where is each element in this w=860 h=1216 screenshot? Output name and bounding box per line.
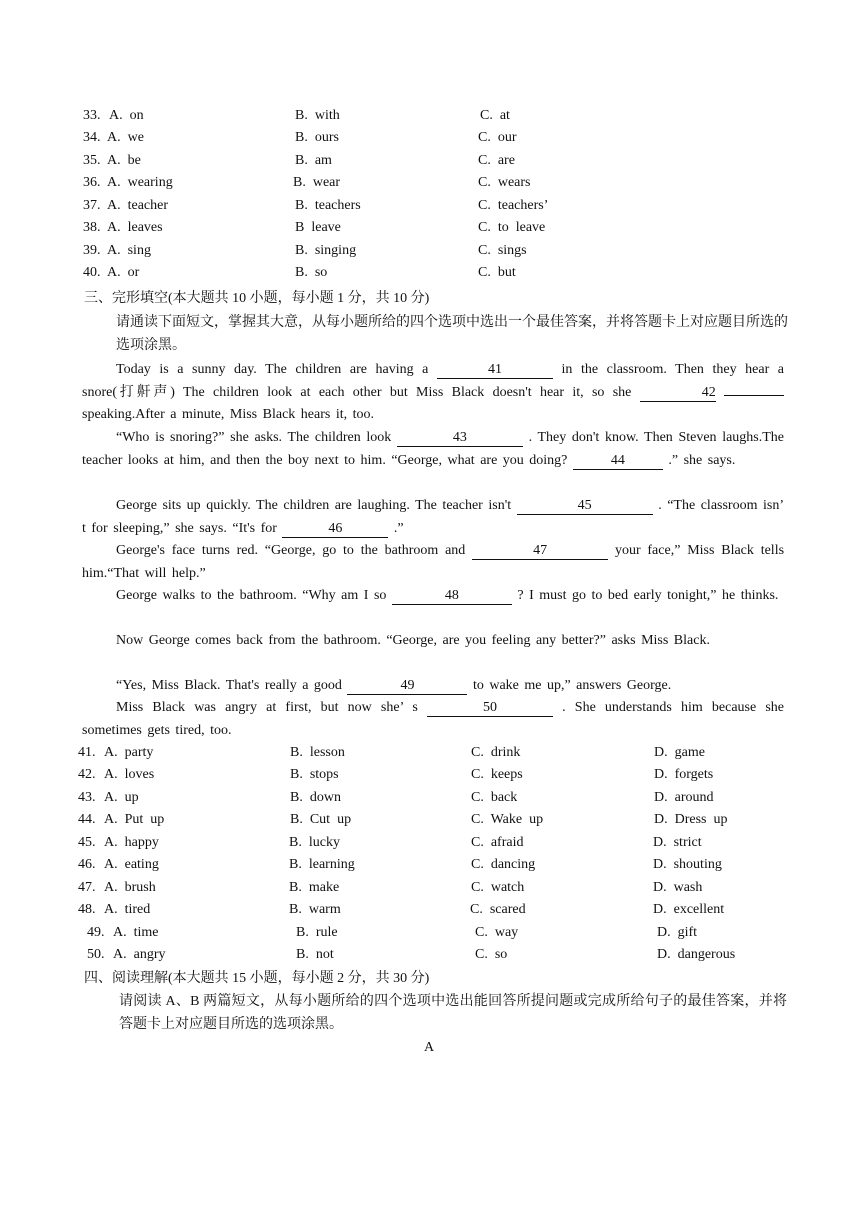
question-number: 37. [83, 198, 101, 213]
blank-42-continued [724, 395, 784, 396]
passage-text: .” [393, 520, 404, 536]
blank-50: 50 [427, 700, 553, 717]
option-c: C. way [475, 925, 519, 940]
option-c: C. to leave [478, 220, 546, 235]
option-row [0, 240, 860, 262]
option-b: B. teachers [295, 198, 361, 213]
question-number: 35. [83, 153, 101, 168]
passage-text: George walks to the bathroom. “Why am I so [116, 588, 387, 603]
option-b: B. Cut up [290, 812, 352, 827]
option-d: D. around [654, 790, 714, 805]
option-d: D. game [654, 745, 705, 760]
option-b: B. learning [289, 857, 355, 872]
option-d: D. strict [653, 835, 702, 850]
option-b: B. ours [295, 130, 339, 145]
section-heading-cloze: 三、完形填空(本大题共 10 小题，每小题 1 分，共 10 分) [84, 291, 430, 306]
option-c: C. but [478, 265, 516, 280]
option-b: B. make [289, 880, 340, 895]
passage-text: in the classroom. Then they hear a snore(打鼾声) The children look at each other but Miss Black doesn't hear it, so she [82, 362, 785, 400]
question-number: 41. [78, 745, 96, 760]
option-a: A. eating [104, 857, 159, 872]
section-heading-reading: 四、阅读理解(本大题共 15 小题，每小题 2 分，共 30 分) [84, 971, 430, 986]
option-c: C. wears [478, 175, 531, 190]
option-c: C. back [471, 790, 518, 805]
passage-text: Now George comes back from the bathroom. “George, are you feeling any better?” asks Miss Black. [116, 633, 710, 648]
option-row [0, 832, 860, 854]
option-a: A. on [109, 108, 144, 123]
blank-49: 49 [347, 678, 467, 695]
option-b: B. so [295, 265, 328, 280]
option-row [0, 105, 860, 127]
option-a: A. or [107, 265, 140, 280]
passage-text: Today is a sunny day. The children are having a [116, 362, 429, 377]
option-row [0, 809, 860, 831]
passage-label-a: A [424, 1040, 435, 1055]
blank-45: 45 [517, 498, 653, 515]
question-number: 46. [78, 857, 96, 872]
option-a: A. party [104, 745, 154, 760]
option-row [0, 922, 860, 944]
passage-text: .” she says. [668, 452, 736, 468]
passage-paragraph [82, 697, 784, 742]
option-a: A. Put up [104, 812, 165, 827]
option-a: A. tired [104, 902, 151, 917]
question-number: 45. [78, 835, 96, 850]
option-d: D. shouting [653, 857, 722, 872]
blank-47: 47 [472, 543, 608, 560]
option-c: C. our [478, 130, 517, 145]
option-b: B. wear [293, 175, 341, 190]
option-a: A. teacher [107, 198, 169, 213]
blank-48: 48 [392, 588, 512, 605]
option-b: B. singing [295, 243, 357, 258]
section-instruction-reading: 请阅读 A、B 两篇短文，从每小题所给的四个选项中选出能回答所提问题或完成所给句子的最佳答案，并将答题卡上对应题目所选的选项涂黑。 [119, 994, 787, 1032]
option-d: D. forgets [654, 767, 714, 782]
option-c: C. at [480, 108, 510, 123]
option-b: B. stops [290, 767, 339, 782]
option-d: D. dangerous [657, 947, 736, 962]
question-number: 34. [83, 130, 101, 145]
option-row [0, 195, 860, 217]
option-row [0, 899, 860, 921]
option-d: D. Dress up [654, 812, 728, 827]
passage-paragraph [82, 585, 784, 608]
option-b: B. rule [296, 925, 338, 940]
option-a: A. wearing [107, 175, 173, 190]
option-a: A. loves [104, 767, 155, 782]
blank-42: 42 [640, 385, 716, 402]
option-a: A. time [113, 925, 159, 940]
blank-44: 44 [573, 453, 663, 470]
blank-46: 46 [282, 521, 388, 538]
option-c: C. watch [471, 880, 525, 895]
option-row [0, 877, 860, 899]
option-row [0, 217, 860, 239]
option-b: B. down [290, 790, 341, 805]
option-b: B. with [295, 108, 340, 123]
passage-text: to wake me up,” answers George. [472, 678, 672, 693]
option-d: D. excellent [653, 902, 725, 917]
option-c: C. scared [470, 902, 526, 917]
option-row [0, 787, 860, 809]
passage-paragraph [82, 359, 784, 427]
option-d: D. gift [657, 925, 698, 940]
question-number: 38. [83, 220, 101, 235]
passage-paragraph [116, 675, 784, 698]
passage-paragraph [82, 495, 784, 540]
option-row [0, 944, 860, 966]
blank-43: 43 [397, 430, 523, 447]
option-a: A. leaves [107, 220, 163, 235]
passage-text: . They don't know. Then Steven laughs.The teacher looks at him, and then the boy next to him. “George, what are you doing? [82, 430, 785, 468]
option-c: C. Wake up [471, 812, 544, 827]
question-number: 47. [78, 880, 96, 895]
option-c: C. so [475, 947, 508, 962]
option-c: C. teachers’ [478, 198, 549, 213]
passage-text: “Who is snoring?” she asks. The children look [116, 430, 392, 445]
option-c: C. afraid [471, 835, 524, 850]
option-row [0, 742, 860, 764]
question-number: 36. [83, 175, 101, 190]
question-number: 44. [78, 812, 96, 827]
question-number: 42. [78, 767, 96, 782]
option-a: A. angry [113, 947, 166, 962]
passage-paragraph [82, 540, 784, 585]
option-a: A. up [104, 790, 139, 805]
question-number: 40. [83, 265, 101, 280]
option-c: C. sings [478, 243, 527, 258]
option-a: A. be [107, 153, 141, 168]
passage-text: George sits up quickly. The children are laughing. The teacher isn't [116, 498, 512, 513]
question-number: 43. [78, 790, 96, 805]
option-b: B. warm [289, 902, 341, 917]
option-row [0, 764, 860, 786]
option-a: A. happy [104, 835, 159, 850]
option-row [0, 172, 860, 194]
passage-text: George's face turns red. “George, go to the bathroom and [116, 543, 466, 558]
option-a: A. brush [104, 880, 156, 895]
passage-text: “Yes, Miss Black. That's really a good [116, 678, 342, 693]
option-b: B. lucky [289, 835, 340, 850]
passage-text: . “The classroom isn’ t for sleeping,” she says. “It's for [82, 498, 785, 536]
option-c: C. are [478, 153, 515, 168]
option-d: D. wash [653, 880, 703, 895]
option-row [0, 127, 860, 149]
passage-paragraph [82, 427, 784, 472]
option-c: C. drink [471, 745, 521, 760]
option-b: B. am [295, 153, 332, 168]
passage-text: speaking.After a minute, Miss Black hears it, too. [82, 407, 374, 423]
question-number: 49. [87, 925, 105, 940]
question-number: 33. [83, 108, 101, 123]
option-row [0, 854, 860, 876]
passage-text: Miss Black was angry at first, but now she’ s [116, 700, 418, 715]
option-row [0, 262, 860, 284]
option-b: B. lesson [290, 745, 345, 760]
question-number: 39. [83, 243, 101, 258]
passage-paragraph [116, 630, 784, 653]
passage-text: your face,” Miss Black tells him.“That will help.” [82, 543, 785, 581]
question-number: 50. [87, 947, 105, 962]
option-c: C. dancing [471, 857, 536, 872]
option-b: B leave [295, 220, 341, 235]
blank-41: 41 [437, 362, 553, 379]
question-number: 48. [78, 902, 96, 917]
option-a: A. sing [107, 243, 151, 258]
section-instruction-cloze: 请通读下面短文，掌握其大意，从每小题所给的四个选项中选出一个最佳答案，并将答题卡上对应题目所选的选项涂黑。 [116, 315, 788, 353]
passage-text: ? I must go to bed early tonight,” he thinks. [517, 588, 779, 603]
option-a: A. we [107, 130, 144, 145]
passage-text: . She understands him because she sometimes gets tired, too. [82, 700, 785, 738]
option-c: C. keeps [471, 767, 523, 782]
option-b: B. not [296, 947, 334, 962]
option-row [0, 150, 860, 172]
